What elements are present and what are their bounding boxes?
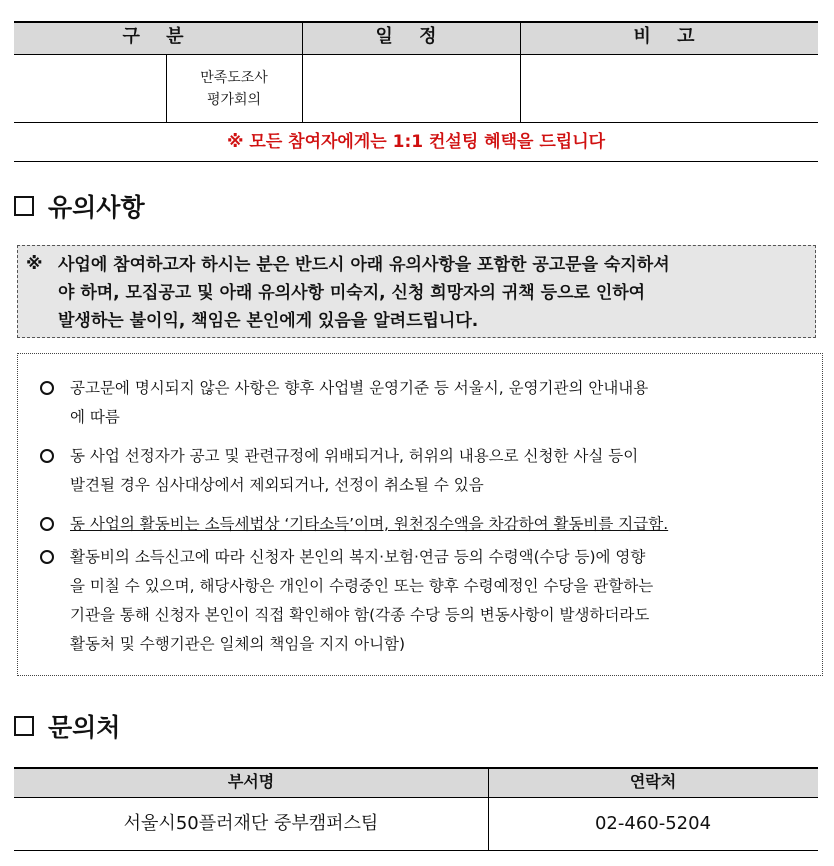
contact-table [14, 767, 818, 851]
header-phone: 연락처 [629, 772, 677, 791]
cautions-list: 공고문에 명시되지 않은 사항은 향후 사업별 운영기준 등 서울시, 운영기관의 안내내용 에 따름 동 사업 선정자가 공고 및 관련규정에 위배되거나, 허위의 내용으로 신청한 사실 등이 발견될 경우 심사대상에서 제외되거나, 선정이 취소될 수 있음 동 사업의 활동비는 소득세법상 ‘기타소득’이며, 원천징수액을 차감하여 활동비를 지급함. 활동비의 소득신고에 따라 신청자 본인의 복지·보험·연금 등의 수령액(수당 등)에 영향 을 미칠 수 있으며, 해당사항은 개인이 수령중인 또는 향후 수령예정인 수당을 관할하는 기관을 통해 신청자 본인이 직접 확인해야 함(각종 수당 등의 변동사항이 발생하더라도 활동처 및 수행기관은 일체의 책임을 지지 아니함) [17, 353, 823, 676]
row-item [166, 55, 302, 122]
phone-number: 02-460-5204 [594, 813, 712, 834]
section-title: 문의처 [48, 713, 121, 742]
reference-mark-icon: ※ [26, 254, 43, 274]
circle-bullet-icon [40, 550, 54, 564]
checkbox-square-icon [14, 196, 34, 216]
notice-line-1: 사업에 참여하고자 하시는 분은 반드시 아래 유의사항을 포함한 공고문을 숙지하셔 [58, 255, 670, 275]
notice-line-2: 야 하며, 모집공고 및 아래 유의사항 미숙지, 신청 희망자의 귀책 등으로 인하여 [58, 283, 646, 303]
circle-bullet-icon [40, 517, 54, 531]
header-department: 부서명 [227, 772, 275, 791]
section-title: 유의사항 [48, 193, 145, 222]
department-name: 서울시50플러재단 중부캠퍼스팀 [123, 813, 379, 834]
header-remarks: 비 고 [633, 26, 705, 47]
row-item-line-1: 만족도조사 [200, 69, 268, 86]
notice-line-3: 발생하는 불이익, 책임은 본인에게 있음을 알려드립니다. [58, 311, 479, 331]
section-heading-cautions [14, 190, 145, 222]
row-item-line-2: 평가회의 [206, 91, 262, 108]
header-category: 구 분 [122, 26, 194, 47]
circle-bullet-icon [40, 449, 54, 463]
row-category [14, 55, 166, 122]
notice-box [17, 245, 816, 338]
circle-bullet-icon [40, 381, 54, 395]
header-schedule: 일 정 [375, 26, 447, 47]
row-schedule [302, 55, 520, 122]
consulting-benefit-note: ※ 모든 참여자에게는 1:1 컨설팅 혜택을 드립니다 [226, 132, 606, 152]
schedule-table [14, 21, 818, 152]
row-remarks [520, 55, 818, 122]
checkbox-square-icon [14, 716, 34, 736]
section-heading-contact [14, 710, 120, 742]
